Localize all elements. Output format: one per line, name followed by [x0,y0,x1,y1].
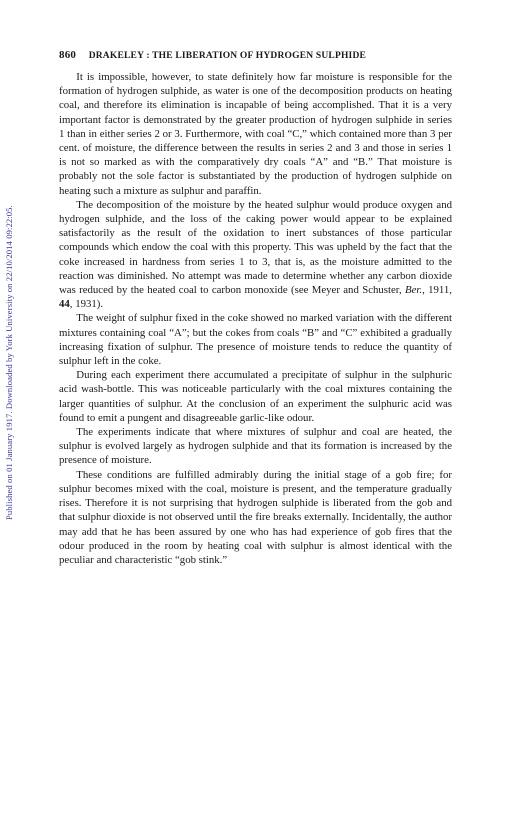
paragraph-decomposition: The decomposition of the moisture by the heated sulphur would produce oxygen and hydrogen sulphide, and the loss of the caking power would appear to be explained satisfactorily as the result of the oxidation to inert substances of those particular compounds which endow the coal with this property. This was upheld by the fact that the coke increased in hardness from series 1 to 3, that is, as the moisture admitted to the reaction was diminished. No attempt was made to determine whether any carbon dioxide was reduced by the heated coal to carbon monoxide (see Meyer and Schuster, Ber., 1911, 44, 1931). [59,198,453,311]
paragraph-gob-fire: These conditions are fulfilled admirably during the initial stage of a gob fire; for sulphur becomes mixed with the coal, moisture is present, and the temperature gradually rises. Therefore it is not surprising that hydrogen sulphide is liberated from the gob and that sulphur dioxide is not observed until the fire breaks externally. Incidentally, the author may add that he has been assured by one who has had experience of gob fires that the odour produced in the room by heating coal with sulphur is almost identical with the peculiar and characteristic “gob stink.” [59,468,452,566]
paragraph-sulphur-fixed: The weight of sulphur fixed in the coke showed no marked variation with the different mixtures containing coal “A”; but the cokes from coals “B” and “C” exhibited a gradually increasing fixation of sulphur. The presence of moisture tends to reduce the quantity of sulphur left in the coke. [59,312,452,368]
paragraph-precipitate: During each experiment there accumulated a precipitate of sulphur in the sulphuric acid wash-bottle. This was noticeable particularly with the coal mixtures containing the larger quantities of sulphur. At the conclusion of an experiment the sulphuric acid was found to emit a pungent and disagreeable garlic-like odour. [59,369,452,424]
page-number: 860 [59,49,77,61]
download-watermark: Published on 01 January 1917. Downloaded by York University on 22/10/2014 09:22:05. [4,205,14,520]
running-header [59,49,452,61]
running-title: DRAKELEY : THE LIBERATION OF HYDROGEN SULPHIDE [88,51,367,61]
article-body [59,70,452,567]
paragraph-moisture-role: It is impossible, however, to state definitely how far moisture is responsible for the formation of hydrogen sulphide, as water is one of the decomposition products on heating coal, and therefore its elimination is incapable of being accomplished. That it is a very important factor is demonstrated by the greater production of hydrogen sulphide in series 1 than in either series 2 or 3. Furthermore, with coal “C,” which contained more than 3 per cent. of moisture, the difference between the results in series 2 and 3 and those in series 1 is not so marked as with the comparatively dry coals “A” and “B.” That moisture is probably not the sole factor is substantiated by the production of hydrogen sulphide on heating such a mixture as sulphur and paraffin. [59,71,452,197]
paragraph-experiments-indicate: The experiments indicate that where mixtures of sulphur and coal are heated, the sulphur is evolved largely as hydrogen sulphide and that its formation is increased by the presence of moisture. [59,426,452,467]
